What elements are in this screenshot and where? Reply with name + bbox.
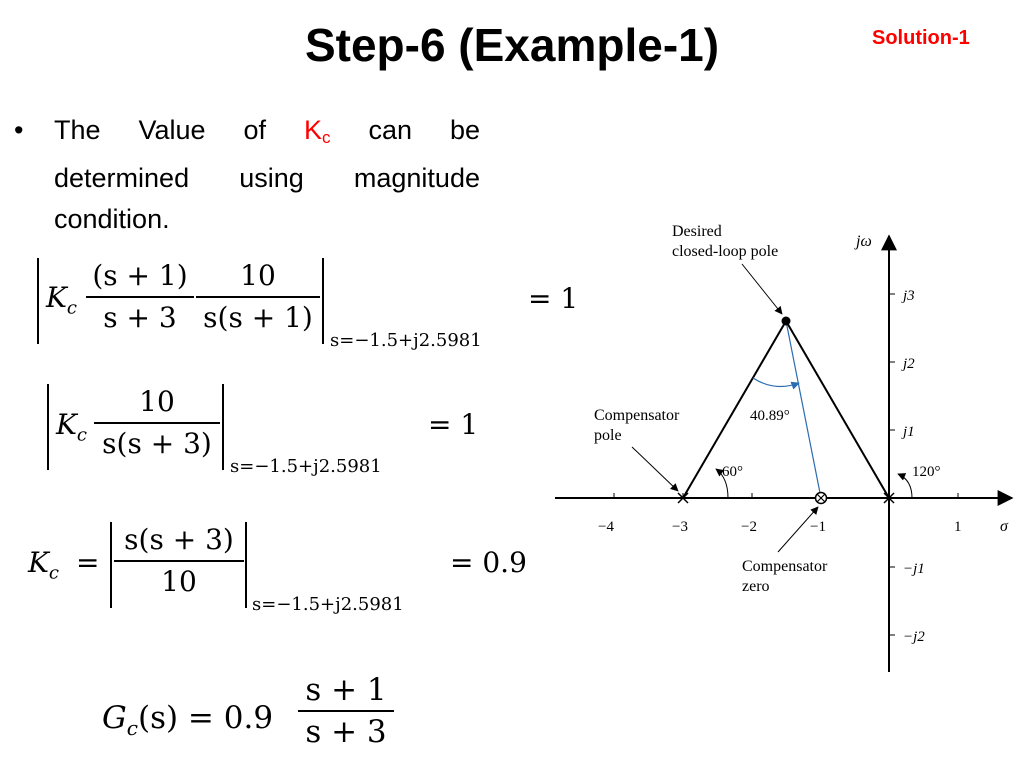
tick-label: −3 <box>672 519 688 535</box>
angle-arc-40 <box>753 378 799 387</box>
evaluation-point: s=−1.5+j2.5981 <box>252 594 404 615</box>
solution-tag: Solution-1 <box>872 27 970 49</box>
equals-sign: = <box>76 546 100 579</box>
word: Value <box>138 115 206 145</box>
kc-term: $K_c$ <box>46 281 78 319</box>
equation-rhs: = 1 <box>428 408 479 441</box>
angle-label-120: 120° <box>912 464 941 480</box>
imag-axis-label: jω <box>856 233 872 250</box>
evaluation-point: s=−1.5+j2.5981 <box>230 456 382 477</box>
evaluation-point: s=−1.5+j2.5981 <box>330 330 482 351</box>
compensator-pole-label: Compensator <box>594 407 680 424</box>
zero-to-desired-line <box>786 321 821 498</box>
page-title: Step-6 (Example-1) <box>304 19 720 71</box>
bullet-line-3: condition. <box>54 204 170 234</box>
fraction-compensator: $\frac{s + 1}{s + 3}$ <box>298 672 394 750</box>
compensator-zero-label: zero <box>742 578 770 595</box>
compensator-pole-pointer <box>632 447 678 491</box>
desired-pole-label: closed-loop pole <box>672 243 779 260</box>
real-axis-label: σ <box>1000 518 1008 535</box>
compensator-zero-marker <box>816 493 827 504</box>
angle-label-40: 40.89° <box>750 408 790 424</box>
kc-term: $K_c$ <box>56 408 88 446</box>
fraction-kc: $\frac{s(s + 3)}{10}$ <box>114 522 244 600</box>
desired-pole-pointer <box>742 264 782 314</box>
kc-term: $K_c$ <box>28 546 60 584</box>
kc-symbol: $K_c$ <box>303 115 331 147</box>
tick-label: j2 <box>903 356 915 372</box>
fraction-zero-pole: $\frac{(s + 1)}{s + 3}$ <box>86 258 194 336</box>
equation-rhs: = 1 <box>528 282 579 315</box>
tick-label: −j1 <box>903 561 925 577</box>
tick-label: −1 <box>810 519 826 535</box>
angle-arc-120 <box>898 474 912 498</box>
bullet-icon: • <box>14 115 24 145</box>
tick-label: j3 <box>903 288 915 304</box>
tick-label: j1 <box>903 424 915 440</box>
compensator-pole-label: pole <box>594 427 622 444</box>
desired-pole-point <box>782 317 791 326</box>
angle-label-60: 60° <box>722 464 743 480</box>
word: using <box>239 163 304 193</box>
desired-pole-label: Desired <box>672 223 722 240</box>
origin-to-desired-line <box>786 321 889 498</box>
word: can <box>368 115 412 145</box>
word: determined <box>54 163 190 193</box>
fraction-open-loop: $\frac{10}{s(s + 3)}$ <box>94 384 220 462</box>
gc-term: $G_c(s) = 0.9$ <box>102 700 274 741</box>
compensator-zero-label: Compensator <box>742 558 828 575</box>
tick-label: −j2 <box>903 629 925 645</box>
fraction-plant: $\frac{10}{s(s + 1)}$ <box>196 258 320 336</box>
word: of <box>243 115 267 145</box>
tick-label: 1 <box>954 519 962 535</box>
word: be <box>449 115 480 145</box>
equation-rhs: = 0.9 <box>450 546 527 579</box>
tick-label: −2 <box>741 519 757 535</box>
word: magnitude <box>353 163 480 193</box>
word: The <box>54 115 101 145</box>
tick-label: −4 <box>598 519 614 535</box>
